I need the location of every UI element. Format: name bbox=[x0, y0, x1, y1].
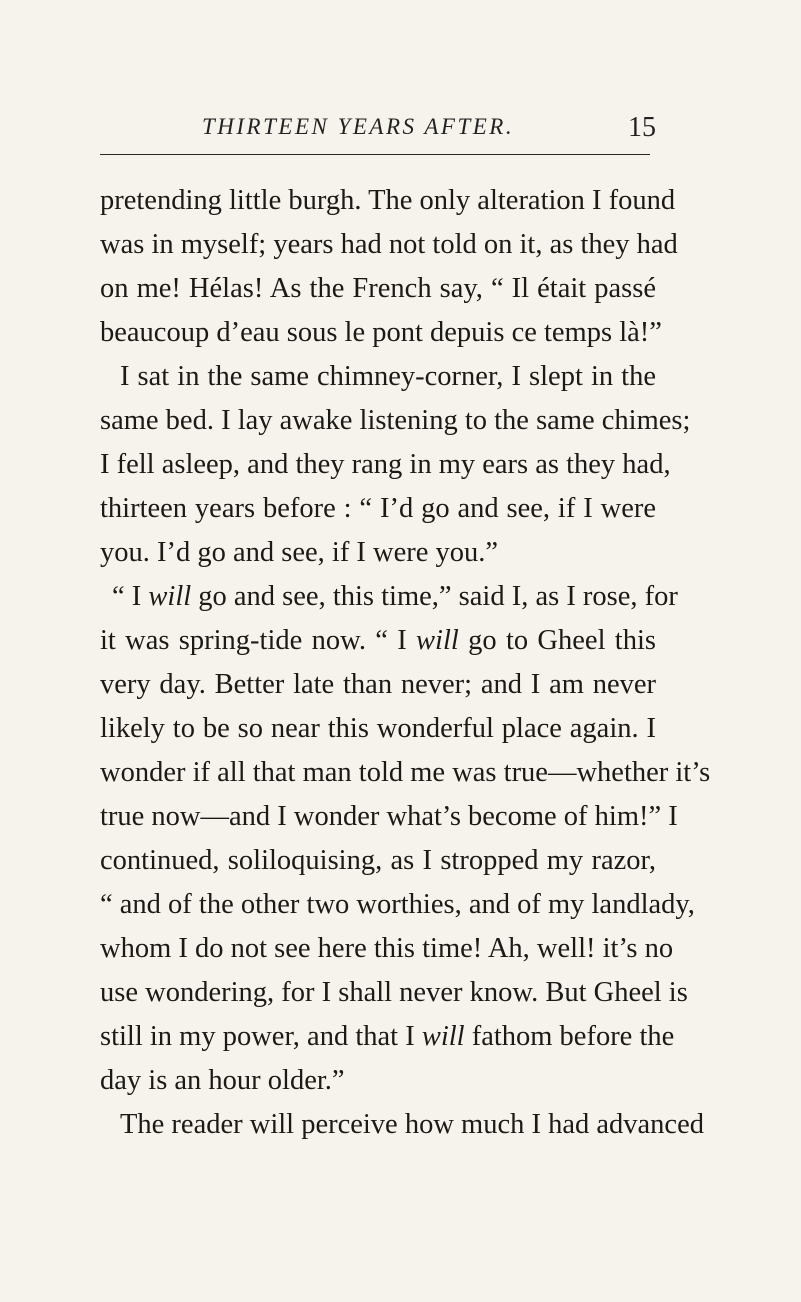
text-line: whom I do not see here this time! Ah, well! it’s no bbox=[100, 933, 674, 964]
text-line: use wondering, for I shall never know. But Gheel is bbox=[100, 977, 688, 1008]
page-number: 15 bbox=[628, 112, 656, 143]
text-line: “ and of the other two worthies, and of my landlady, bbox=[100, 889, 695, 920]
running-head: THIRTEEN YEARS AFTER. bbox=[202, 114, 515, 139]
text-line: it was spring-tide now. “ I will go to Gheel this bbox=[100, 625, 656, 656]
text-line: was in myself; years had not told on it, as they had bbox=[100, 229, 678, 260]
text-line: pretending little burgh. The only alteration I found bbox=[100, 185, 676, 216]
text-line: I sat in the same chimney-corner, I slept in the bbox=[120, 361, 656, 392]
text-line: wonder if all that man told me was true—whether it’s bbox=[100, 757, 711, 788]
header-rule bbox=[100, 154, 650, 155]
text-line: still in my power, and that I will fathom before the bbox=[100, 1021, 675, 1052]
text-line: thirteen years before : “ I’d go and see, if I were bbox=[100, 493, 656, 524]
text-line: continued, soliloquising, as I stropped my razor, bbox=[100, 845, 656, 876]
text-line: you. I’d go and see, if I were you.” bbox=[100, 537, 499, 568]
text-line: beaucoup d’eau sous le pont depuis ce temps là!” bbox=[100, 317, 662, 348]
text-line: very day. Better late than never; and I am never bbox=[100, 669, 656, 700]
text-line: same bed. I lay awake listening to the same chimes; bbox=[100, 405, 691, 436]
text-line: on me! Hélas! As the French say, “ Il était passé bbox=[100, 273, 656, 304]
text-line: likely to be so near this wonderful place again. I bbox=[100, 713, 656, 744]
text-line: I fell asleep, and they rang in my ears as they had, bbox=[100, 449, 671, 480]
text-line: The reader will perceive how much I had advanced bbox=[120, 1109, 704, 1140]
text-line: true now—and I wonder what’s become of him!” I bbox=[100, 801, 678, 832]
text-line: “ I will go and see, this time,” said I, as I rose, for bbox=[112, 581, 678, 612]
text-line: day is an hour older.” bbox=[100, 1065, 345, 1096]
